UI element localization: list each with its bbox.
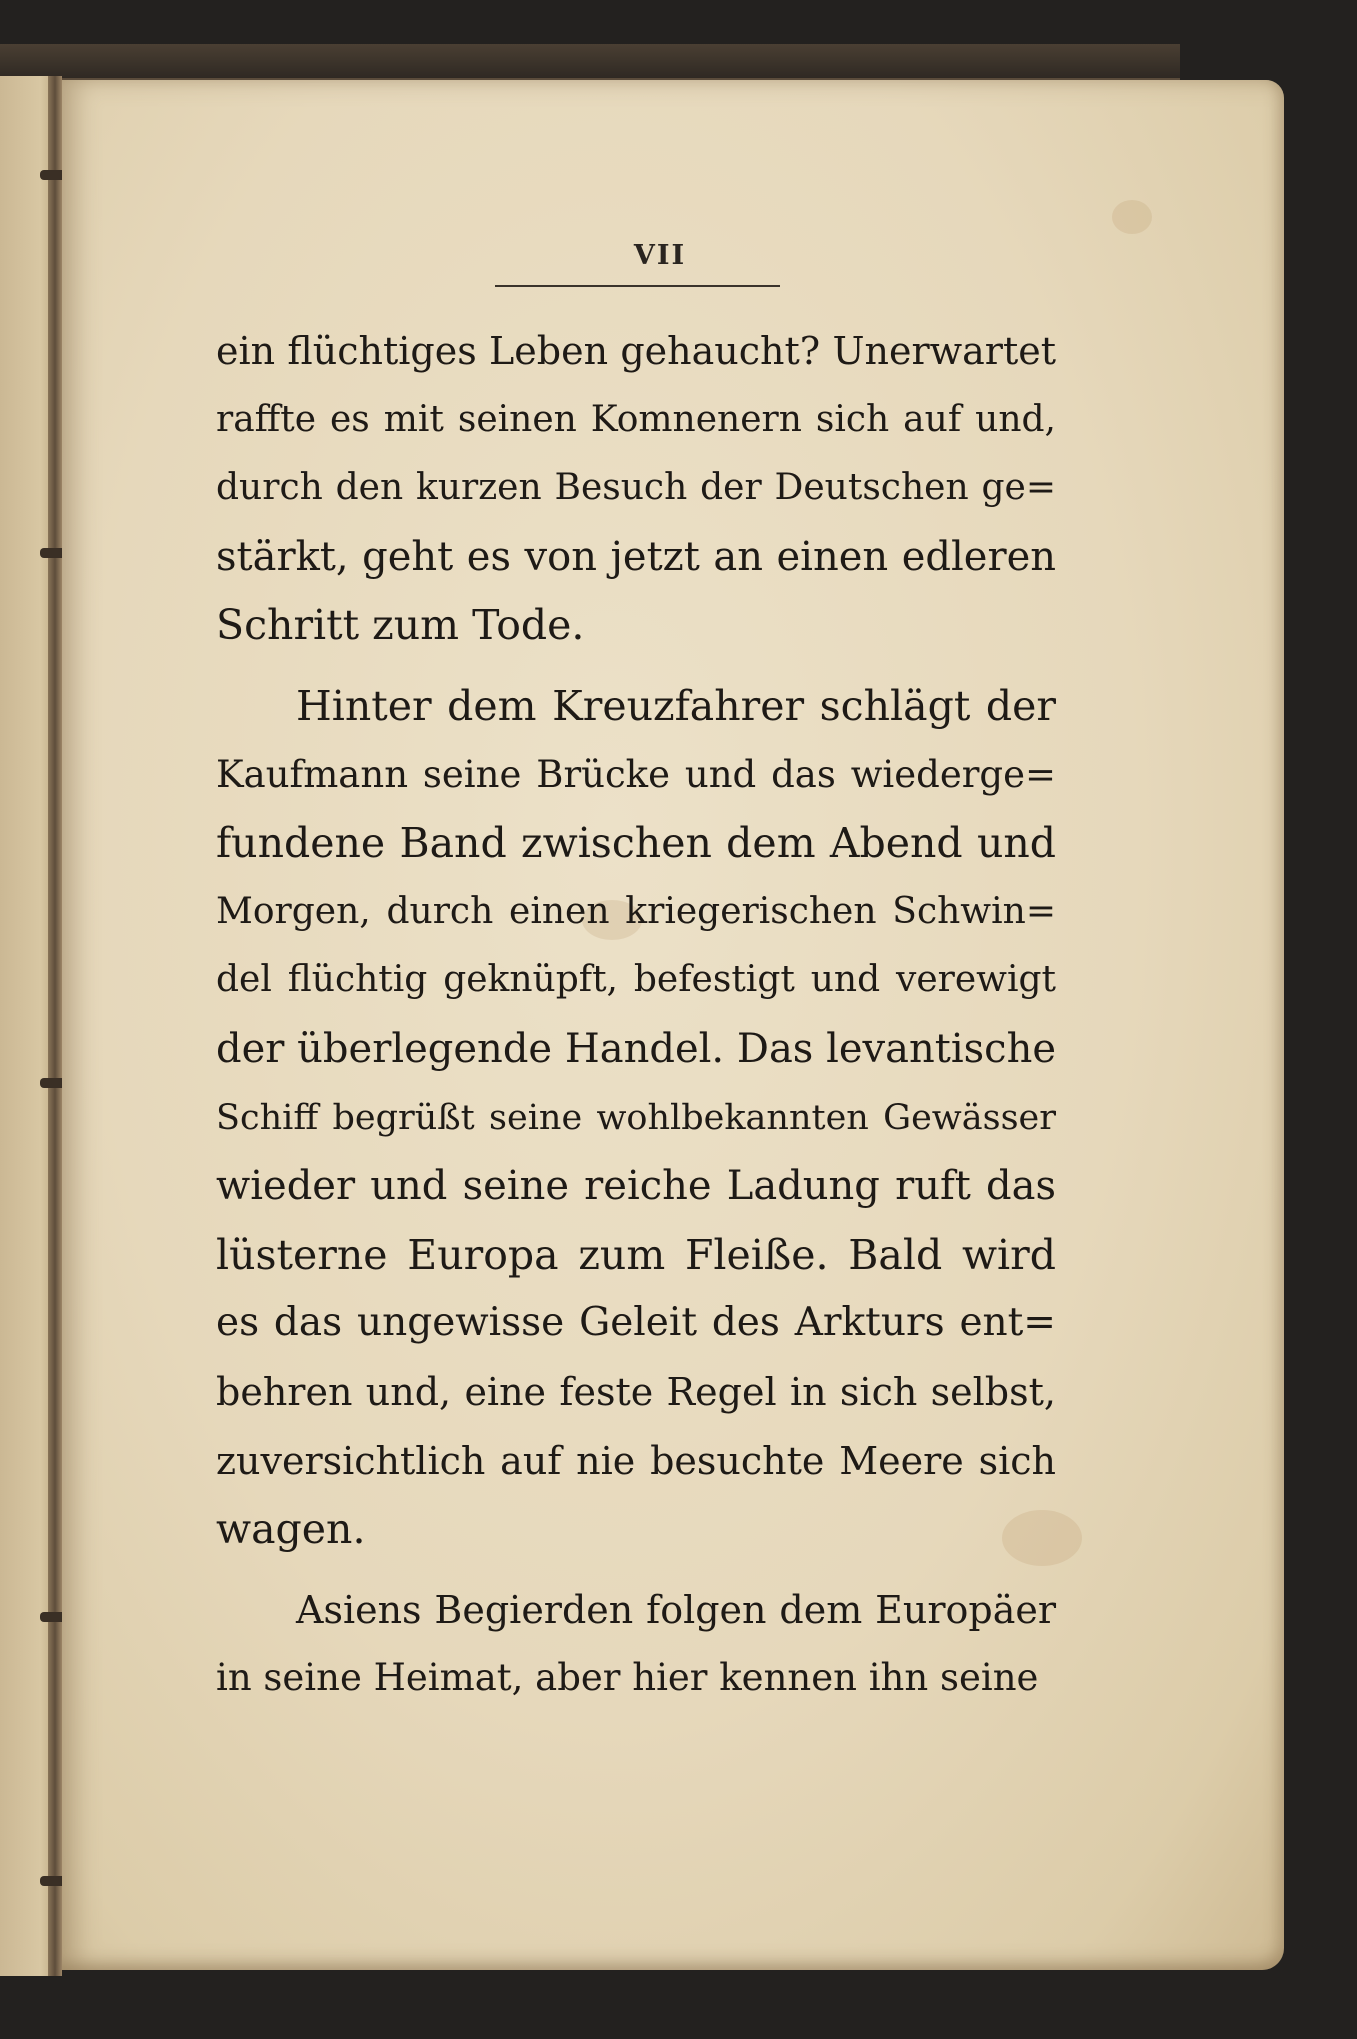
paragraph-gap [216,1564,1056,1576]
text-line: durch den kurzen Besuch der Deutschen ge= [216,467,1056,509]
text-line: behren und, eine feste Regel in sich selbst, [216,1369,1056,1414]
text-line: fundene Band zwischen dem Abend und [216,819,1056,868]
header-rule [495,285,780,287]
paragraph [216,672,1056,1564]
text-line: Schritt zum Tode. [216,601,585,650]
text-line: wagen. [216,1505,366,1554]
paragraph [216,317,1056,660]
text-line: Schiff begrüßt seine wohlbekannten Gewässer [216,1097,1056,1138]
paragraph-gap [216,660,1056,672]
text-line: stärkt, geht es von jetzt an einen edleren [216,533,1056,580]
text-line: lüsterne Europa zum Fleiße. Bald wird [216,1230,1056,1279]
text-line: Morgen, durch einen kriegerischen Schwin= [216,890,1056,932]
page-number: VII [633,240,687,271]
text-line: Kaufmann seine Brücke und das wiederge= [216,752,1056,796]
text-line: ein flüchtiges Leben gehaucht? Unerwartet [216,329,1056,373]
book-top-edge [0,44,1180,81]
page-body-text [216,317,1056,1713]
text-line: Asiens Begierden folgen dem Europäer [296,1587,1056,1632]
text-line: wieder und seine reiche Ladung ruft das [216,1163,1056,1210]
paper-stain [1112,200,1152,234]
text-line: in seine Heimat, aber hier kennen ihn seine [216,1656,1039,1700]
text-line: es das ungewisse Geleit des Arkturs ent= [216,1300,1056,1346]
text-line: del flüchtig geknüpft, befestigt und verewigt [216,959,1056,1001]
text-line: zuversichtlich auf nie besuchte Meere sich [216,1438,1056,1483]
paragraph [216,1576,1056,1713]
text-line: der überlegende Handel. Das levantische [216,1025,1056,1072]
text-line: raffte es mit seinen Komnenern sich auf und, [216,398,1056,440]
book-gutter [48,76,62,1976]
text-line: Hinter dem Kreuzfahrer schlägt der [296,681,1056,730]
